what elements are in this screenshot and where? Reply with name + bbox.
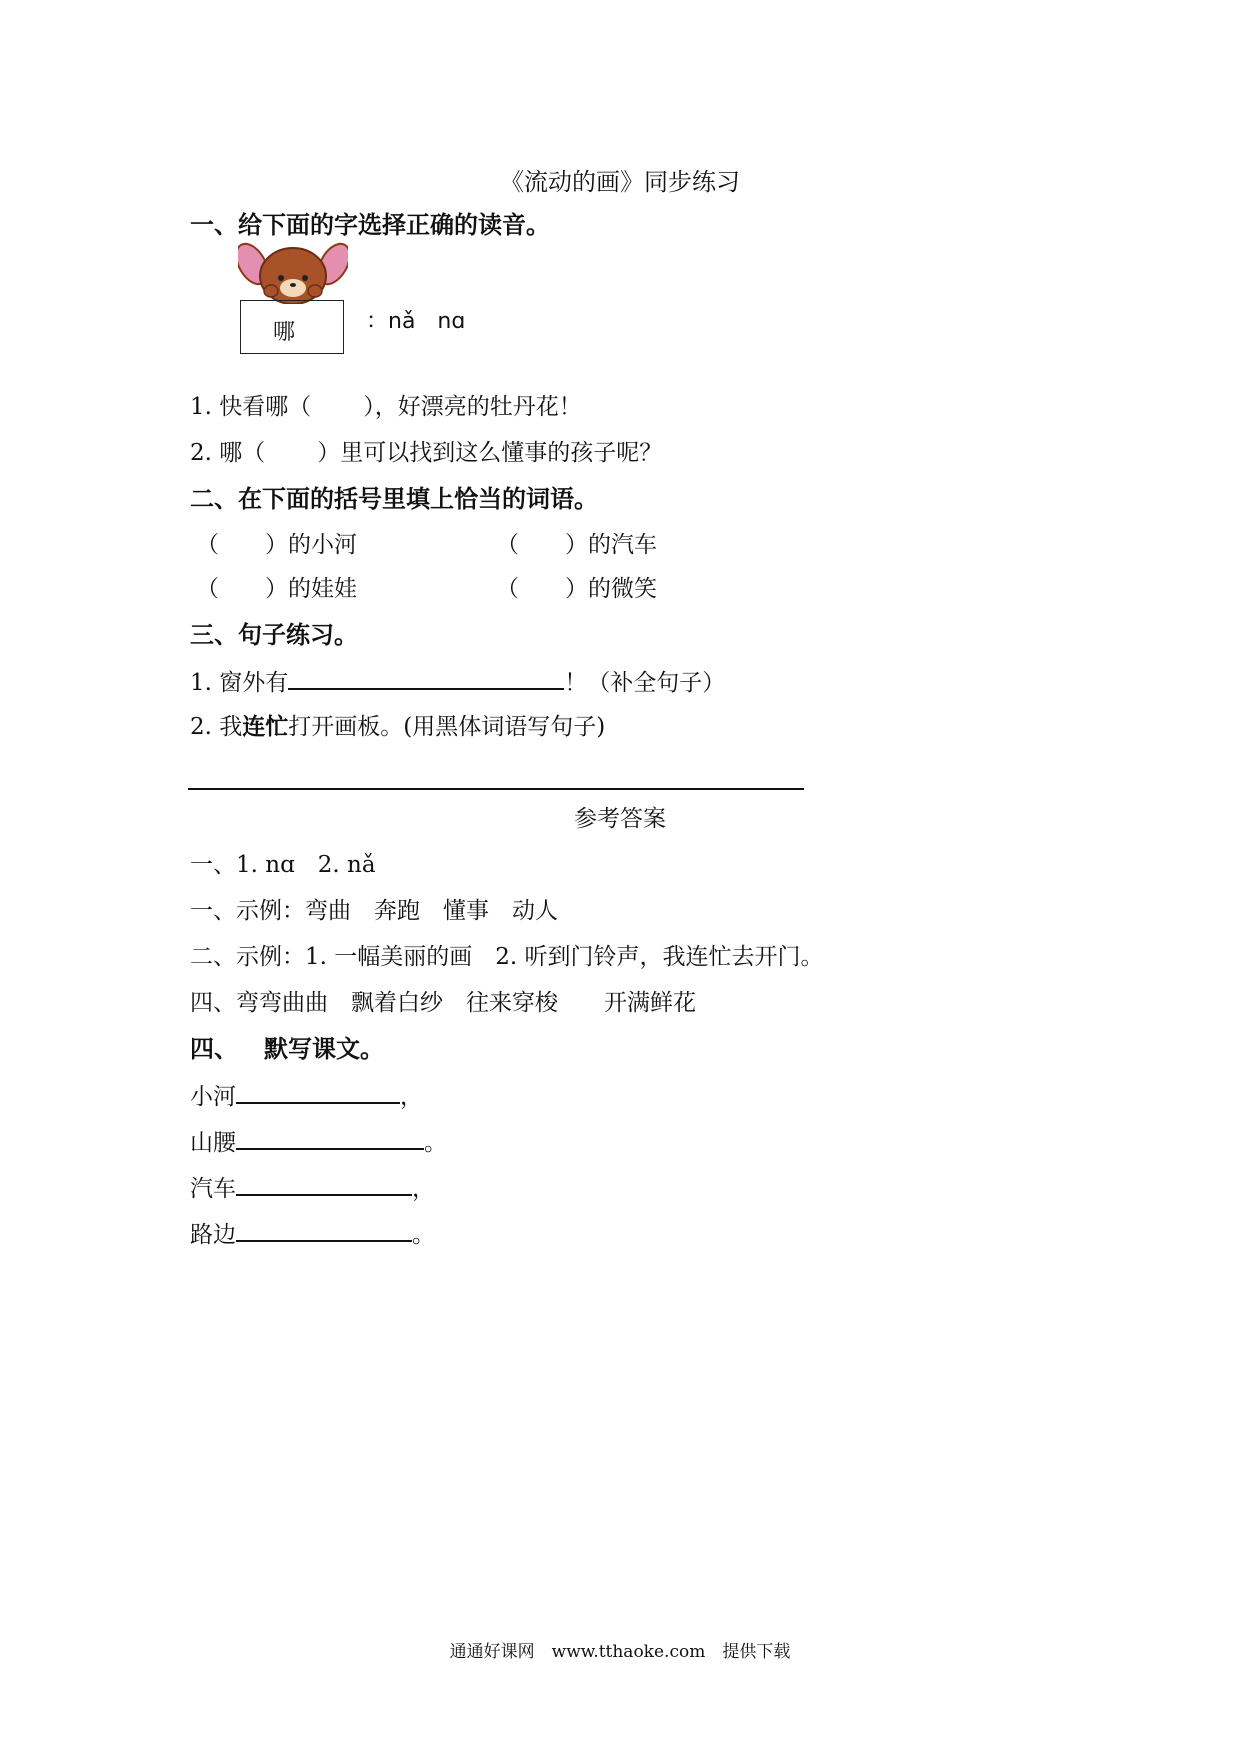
recite-punct: ， <box>412 1176 435 1202</box>
question-1-2 <box>190 438 662 468</box>
q1-1-suffix: ），好漂亮的牡丹花！ <box>363 394 582 420</box>
fill-item-4: （ ）的微笑 <box>496 576 657 602</box>
pinyin-options: ：nǎ nɑ <box>366 309 466 334</box>
q1-2-suffix: ）里可以找到这么懂事的孩子呢？ <box>317 440 663 466</box>
recite-label: 小河 <box>190 1084 236 1110</box>
answer-line-2: 一、示例：弯曲 奔跑 懂事 动人 <box>190 898 558 924</box>
q1-1-prefix: 1. 快看哪（ <box>190 394 312 420</box>
fill-item-1: （ ）的小河 <box>196 532 357 558</box>
sentence-q2-prefix: 2. 我 <box>190 714 243 740</box>
answer-line[interactable] <box>188 788 804 790</box>
recite-punct: 。 <box>424 1130 447 1156</box>
sentence-q2-keyword: 连忙 <box>242 714 289 740</box>
sentence-q2 <box>190 712 605 742</box>
fill-item-2: （ ）的汽车 <box>496 532 657 558</box>
recite-row-2 <box>190 1126 447 1158</box>
sentence-q1 <box>190 666 725 698</box>
page-title: 《流动的画》同步练习 <box>500 168 740 196</box>
section4-number: 四、 <box>190 1035 238 1063</box>
recite-row-4 <box>190 1218 435 1250</box>
recite-label: 汽车 <box>190 1176 236 1202</box>
section4-heading <box>190 1034 384 1064</box>
recite-row-3 <box>190 1172 435 1204</box>
fill-item-3: （ ）的娃娃 <box>196 576 357 602</box>
recite-label: 路边 <box>190 1222 236 1248</box>
recite-blank[interactable] <box>236 1126 424 1150</box>
sentence-q1-prefix: 1. 窗外有 <box>190 670 289 696</box>
question-1-1 <box>190 392 582 422</box>
recite-blank[interactable] <box>236 1080 400 1104</box>
answers-heading <box>0 804 1240 834</box>
recite-blank[interactable] <box>236 1218 412 1242</box>
recite-label: 山腰 <box>190 1130 236 1156</box>
answer-line-4: 四、弯弯曲曲 飘着白纱 往来穿梭 开满鲜花 <box>190 990 696 1016</box>
recite-blank[interactable] <box>236 1172 412 1196</box>
recite-punct: 。 <box>412 1222 435 1248</box>
bunny-illustration <box>238 236 348 304</box>
section3-heading: 三、句子练习。 <box>190 621 358 649</box>
character-label: 哪 <box>273 320 296 345</box>
recite-punct: ， <box>400 1084 423 1110</box>
sentence-q2-suffix: 打开画板。(用黑体词语写句子) <box>288 714 606 740</box>
section2-heading: 二、在下面的括号里填上恰当的词语。 <box>190 485 598 513</box>
section1-heading: 一、给下面的字选择正确的读音。 <box>190 211 550 239</box>
footer: 通通好课网 www.tthaoke.com 提供下载 <box>449 1642 791 1662</box>
recite-row-1 <box>190 1080 423 1112</box>
section4-title: 默写课文。 <box>264 1035 384 1063</box>
answer-line-1: 一、1. nɑ 2. nǎ <box>190 852 376 878</box>
sentence-q1-blank[interactable] <box>288 666 564 690</box>
answers-heading-text: 参考答案 <box>574 806 666 832</box>
character-box <box>240 300 344 354</box>
sentence-q1-suffix: ！（补全句子） <box>564 670 726 696</box>
answer-line-3: 二、示例：1. 一幅美丽的画 2. 听到门铃声，我连忙去开门。 <box>190 944 824 970</box>
q1-2-prefix: 2. 哪（ <box>190 440 266 466</box>
